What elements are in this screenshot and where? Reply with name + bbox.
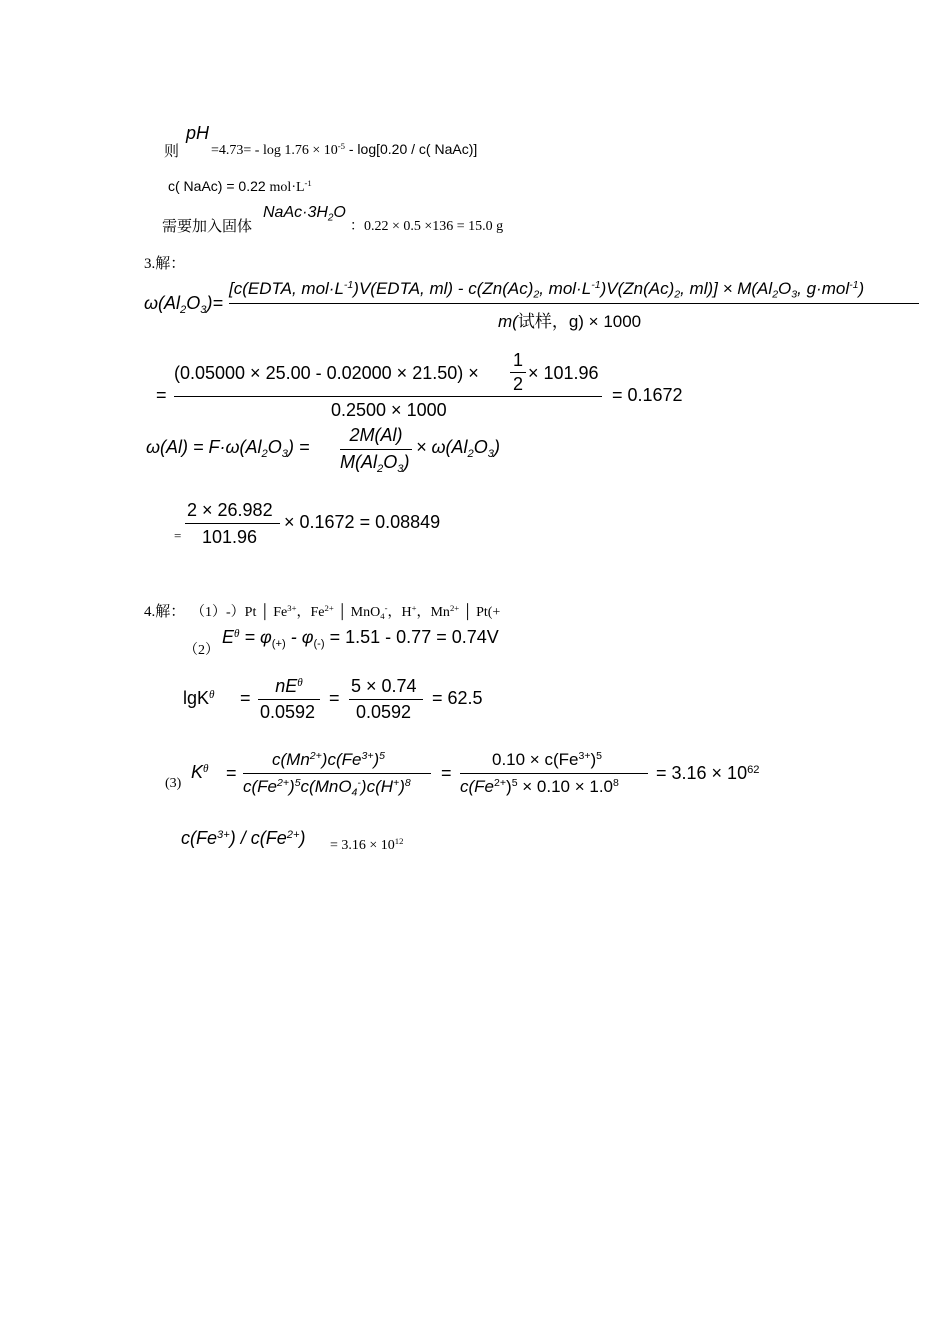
eq3-den-sub2: 3	[397, 462, 404, 475]
k1d-fe: 2+	[277, 777, 290, 790]
cell-e: ，Mn	[416, 605, 450, 620]
k1n-mn: 2+	[309, 750, 322, 763]
eq2-half-num: 1	[512, 350, 523, 370]
lgk-f1-theta: θ	[297, 676, 303, 689]
k-frac2-den	[460, 777, 619, 797]
k-frac2-num	[492, 750, 602, 770]
k-eq: =	[226, 763, 237, 783]
num-sub-2: 2	[533, 288, 540, 301]
num-exp-6: -1	[849, 279, 859, 292]
k-result-exp: 62	[747, 763, 760, 776]
eq3-close: ) =	[288, 437, 310, 457]
c-naac-exp: -1	[304, 178, 312, 189]
eq2-denominator: 0.2500 × 1000	[331, 400, 447, 420]
eq3-lhs	[146, 437, 310, 458]
solid-calc	[350, 215, 503, 235]
cell-mn: 2+	[449, 603, 460, 614]
eq2-tail: × 101.96	[528, 363, 599, 383]
k1d-sub: 4	[351, 786, 358, 799]
k-frac2-bar	[460, 773, 648, 774]
ratio-result	[330, 838, 403, 854]
ratio-eq: = 3.16 × 10	[330, 838, 395, 853]
eq2-lead: =	[156, 385, 167, 405]
solid-formula-sub: 2	[327, 212, 334, 224]
k2d-pow: 5	[511, 777, 518, 790]
k1n-c: )	[373, 750, 380, 769]
part2-minus: (-)	[313, 637, 325, 650]
eq3-frac-den	[340, 452, 409, 473]
part2-plus: (+)	[271, 637, 286, 650]
lgk-eq: =	[240, 688, 251, 708]
k-frac1-bar	[243, 773, 431, 774]
num-part-6: , g·mol	[797, 279, 850, 298]
cell-b: ，Fe	[296, 605, 325, 620]
k1d-b: )	[289, 777, 295, 796]
lgk-frac2-den: 0.0592	[356, 702, 412, 722]
part2-e: E	[222, 627, 235, 647]
k1d-pow8: 8	[404, 777, 411, 790]
lgk-frac1-bar	[258, 699, 320, 700]
cell-fe3: 3+	[287, 603, 297, 614]
k1d-pow: 5	[294, 777, 301, 790]
num-part-3: , mol·L	[539, 279, 592, 298]
k-result	[656, 763, 760, 784]
eq3-sub2: 3	[281, 447, 288, 460]
k-lhs	[191, 762, 209, 783]
lgk-lhs	[183, 688, 215, 709]
omega-lhs-close: )=	[206, 293, 223, 313]
num-part-7: )	[858, 279, 865, 298]
k2d-b: )	[506, 777, 512, 796]
eq3-den-close: )	[403, 452, 410, 472]
k2n-b: )	[590, 750, 597, 769]
eq3-tail-sub1: 2	[467, 447, 474, 460]
eq3-lhs-a: ω(Al) = F·ω(Al	[146, 437, 262, 457]
cell-c: │ MnO	[333, 605, 381, 620]
k2d-c: × 0.10 × 1.0	[517, 777, 614, 796]
lgk-ne: nE	[275, 676, 298, 696]
k2n-pow: 5	[596, 750, 603, 763]
num-part-2: )V(EDTA, ml) - c(Zn(Ac)	[353, 279, 534, 298]
den-m: m(	[498, 312, 518, 331]
k2d-pow8: 8	[613, 777, 619, 790]
num-sub-5a: 2	[772, 288, 779, 301]
ze-label: 则	[164, 144, 180, 160]
need-solid-label: 需要加入固体	[162, 219, 253, 235]
num-part-4: )V(Zn(Ac)	[600, 279, 675, 298]
eq3-den-sub1: 2	[377, 462, 384, 475]
eq3-frac-num: 2M(Al)	[349, 425, 403, 445]
k1d-a: c(Fe	[243, 777, 277, 796]
cell-h: +	[411, 603, 417, 614]
part2-eq: = φ	[239, 627, 272, 647]
k1n-pow: 5	[379, 750, 386, 763]
lgk-result: = 62.5	[432, 688, 483, 708]
num-exp-3: -1	[591, 279, 601, 292]
omega-denominator	[498, 307, 641, 332]
num-part-1: [c(EDTA, mol·L	[229, 279, 344, 298]
k1n-fe: 3+	[361, 750, 374, 763]
ph-equation	[211, 141, 477, 159]
k-theta: θ	[203, 762, 209, 775]
eq3-fraction-bar	[340, 449, 412, 450]
k2d-fe: 2+	[494, 777, 507, 790]
den-rest: 试样，g) × 1000	[517, 312, 642, 331]
num-part-5: , ml)] × M(Al	[680, 279, 773, 298]
lgk-frac2-num: 5 × 0.74	[351, 676, 417, 696]
solid-formula-o: O	[333, 204, 346, 221]
k2n-a: 0.10 × c(Fe	[492, 750, 579, 769]
eq2-numerator: (0.05000 × 25.00 - 0.02000 × 21.50) ×	[174, 363, 479, 383]
cell-mno-sup: -	[384, 603, 388, 614]
eq3-tail	[416, 437, 500, 458]
cell-a: （1）-）Pt │ Fe	[191, 605, 288, 620]
part2-minus-sign: - φ	[285, 627, 314, 647]
eq3-den-o: O	[383, 452, 398, 472]
lgk-frac1-num	[258, 676, 320, 697]
ph-eq-b: - log[0.20 / c( NaAc)]	[344, 141, 478, 157]
c-naac-line	[168, 178, 312, 196]
omega-fraction-bar	[229, 303, 919, 304]
eq3-tail-a: × ω(Al	[416, 437, 468, 457]
num-sub-4: 2	[674, 288, 681, 301]
cell-notation	[191, 601, 500, 621]
section3-heading: 3.解：	[144, 256, 186, 272]
eq3-den-a: M(Al	[340, 452, 377, 472]
k2d-a: c(Fe	[460, 777, 494, 796]
ph-eq-a: =4.73= - log 1.76 × 10	[211, 143, 338, 158]
omega-al2o3-lhs	[144, 293, 223, 314]
eq3-o: O	[267, 437, 282, 457]
ph-exp: -5	[337, 141, 345, 152]
eq2-half-den: 2	[512, 374, 523, 394]
solid-formula-main: NaAc·3H	[263, 204, 328, 221]
ph-symbol: pH	[186, 123, 210, 143]
eq4-numerator: 2 × 26.982	[187, 500, 273, 520]
k-frac1-num	[272, 750, 385, 770]
eq4-fraction-bar	[185, 523, 280, 524]
lgk-frac1-den: 0.0592	[260, 702, 316, 722]
k1d-d: )c(H	[360, 777, 394, 796]
section4-heading: 4.解：	[144, 604, 186, 620]
part2-equation	[222, 627, 499, 648]
eq4-denominator: 101.96	[202, 527, 258, 547]
solid-colon: ：	[350, 219, 364, 234]
eq2-fraction-bar	[174, 396, 602, 397]
k1n-b: )c(Fe	[321, 750, 362, 769]
ratio-b: ) / c(Fe	[229, 828, 287, 848]
eq4-lead: =	[174, 528, 182, 543]
lgk-frac2-bar	[349, 699, 423, 700]
part2-label: （2）	[184, 643, 219, 658]
lgk-a: lgK	[183, 688, 210, 708]
num-exp-1: -1	[343, 279, 354, 292]
k-frac1-den	[243, 777, 411, 797]
part2-theta: θ	[234, 627, 240, 640]
k1n-a: c(Mn	[272, 750, 310, 769]
ratio-fe3: 3+	[217, 828, 230, 841]
omega-lhs-sub2: 3	[200, 303, 207, 316]
omega-lhs-sub1: 2	[180, 303, 187, 316]
ratio-c: )	[299, 828, 306, 848]
lgk-eq2: =	[329, 688, 340, 708]
solid-calc-value: 0.22 × 0.5 ×136 = 15.0 g	[364, 219, 504, 234]
k1d-c: c(MnO	[300, 777, 352, 796]
eq3-tail-o: O	[473, 437, 488, 457]
k-a: K	[191, 762, 204, 782]
cell-fe2: 2+	[324, 603, 334, 614]
cell-d: ，H	[387, 605, 412, 620]
part2-result: = 1.51 - 0.77 = 0.74V	[324, 627, 499, 647]
c-naac-unit: mol·L	[269, 180, 305, 195]
ratio-fe2: 2+	[286, 828, 300, 841]
eq4-tail: × 0.1672 = 0.08849	[284, 512, 441, 532]
k1d-e: )	[399, 777, 405, 796]
omega-numerator	[229, 279, 864, 299]
cell-mno-sub: 4	[380, 611, 385, 622]
lgk-theta: θ	[209, 688, 215, 701]
eq2-result: = 0.1672	[612, 385, 683, 405]
omega-lhs-a: ω(Al	[144, 293, 181, 313]
eq2-half-bar	[510, 372, 526, 373]
part3-label: (3)	[165, 776, 182, 791]
k-result-a: = 3.16 × 10	[656, 763, 748, 783]
ratio-exp: 12	[394, 836, 404, 847]
num-part-5o: O	[778, 279, 792, 298]
c-naac-value: c( NaAc) = 0.22	[168, 178, 270, 194]
k1d-sup: -	[357, 777, 361, 790]
cell-f: │ Pt(+	[459, 605, 501, 620]
k2n-fe: 3+	[578, 750, 591, 763]
ratio-a: c(Fe	[181, 828, 217, 848]
eq3-tail-sub2: 3	[487, 447, 494, 460]
num-sub-5b: 3	[791, 288, 798, 301]
ratio-expression	[181, 828, 305, 849]
k1d-h: +	[393, 777, 400, 790]
omega-lhs-o: O	[186, 293, 201, 313]
eq3-tail-close: )	[493, 437, 500, 457]
k-eq2: =	[441, 763, 452, 783]
solid-formula	[263, 204, 346, 222]
eq3-sub1: 2	[261, 447, 268, 460]
